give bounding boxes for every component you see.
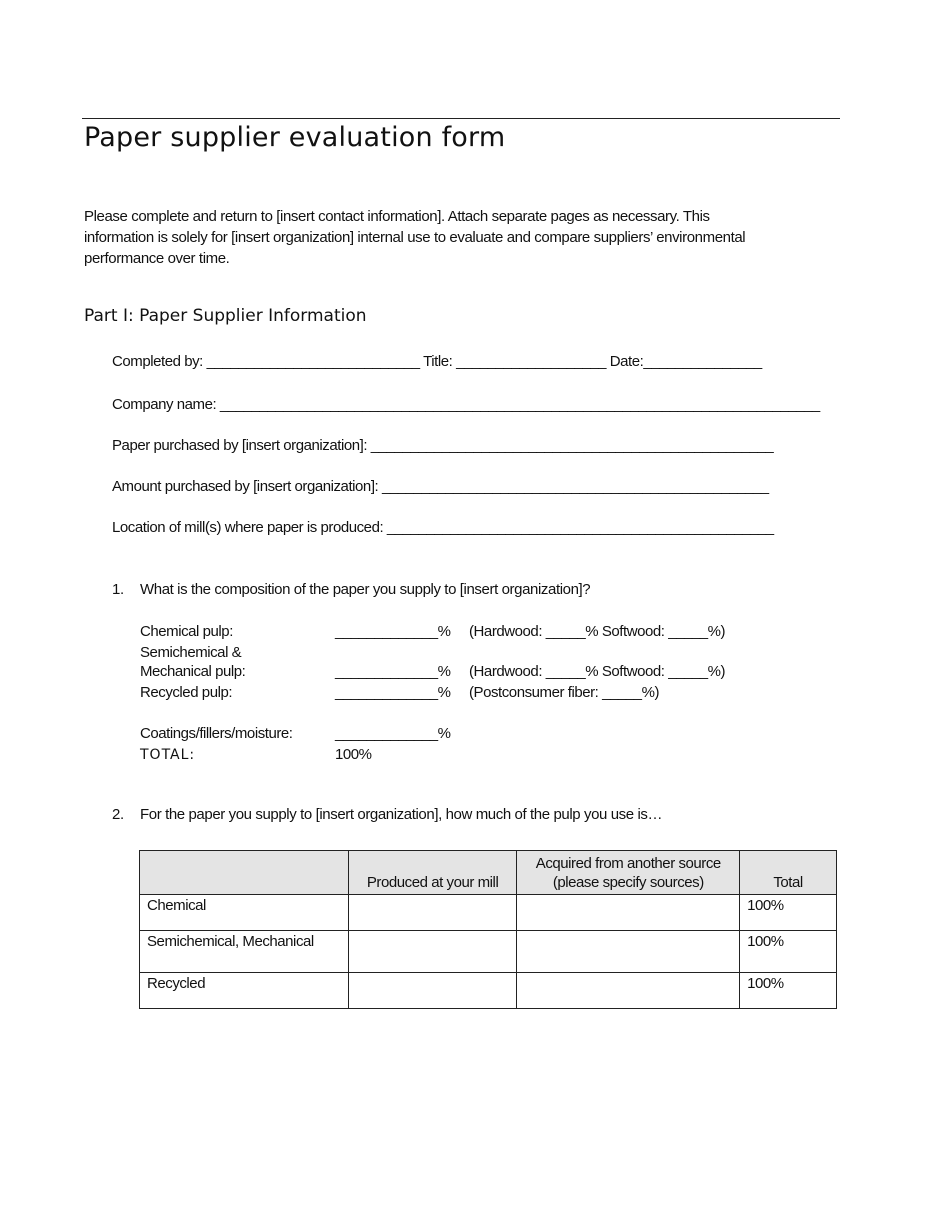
question-2: [112, 806, 662, 823]
row-label: Recycled: [140, 973, 349, 1009]
top-rule: [82, 118, 840, 119]
question-2-text: For the paper you supply to [insert organization], how much of the pulp you use is…: [140, 806, 663, 823]
chemical-pulp-detail[interactable]: (Hardwood: _____% Softwood: _____%): [469, 623, 726, 640]
intro-line-3: performance over time.: [84, 250, 230, 267]
table-header-row: [140, 851, 837, 895]
row-label: Chemical: [140, 895, 349, 931]
acquired-cell[interactable]: [517, 931, 740, 973]
acquired-cell[interactable]: [517, 895, 740, 931]
mechanical-pulp-label: Mechanical pulp:: [140, 663, 246, 680]
table-row: [140, 931, 837, 973]
total-cell: 100%: [740, 931, 837, 973]
question-2-number: 2.: [112, 806, 124, 823]
acquired-cell[interactable]: [517, 973, 740, 1009]
total-value: 100%: [335, 746, 372, 763]
mechanical-pulp-detail[interactable]: (Hardwood: _____% Softwood: _____%): [469, 663, 726, 680]
paper-purchased-field[interactable]: Paper purchased by [insert organization]: ___________________________________________________: [112, 437, 774, 454]
header-acquired-line-2: (please specify sources): [552, 874, 704, 891]
produced-cell[interactable]: [348, 931, 517, 973]
mill-location-field[interactable]: Location of mill(s) where paper is produced: _________________________________________________: [112, 519, 774, 536]
coatings-blank[interactable]: _____________%: [335, 725, 451, 742]
company-name-field[interactable]: Company name: ____________________________________________________________________________: [112, 396, 820, 413]
coatings-label: Coatings/fillers/moisture:: [140, 725, 293, 742]
part1-heading: Part I: Paper Supplier Information: [84, 306, 367, 326]
table-row: [140, 973, 837, 1009]
pulp-source-table: [139, 850, 837, 1009]
chemical-pulp-label: Chemical pulp:: [140, 623, 233, 640]
header-acquired-line-1: Acquired from another source: [535, 855, 721, 872]
header-blank: [140, 851, 349, 895]
total-cell: 100%: [740, 973, 837, 1009]
chemical-pulp-blank[interactable]: _____________%: [335, 623, 451, 640]
recycled-pulp-label: Recycled pulp:: [140, 684, 233, 701]
recycled-pulp-blank[interactable]: _____________%: [335, 684, 451, 701]
intro-paragraph: [84, 206, 834, 269]
total-cell: 100%: [740, 895, 837, 931]
produced-cell[interactable]: [348, 895, 517, 931]
completed-by-field[interactable]: Completed by: ___________________________ Title: ___________________ Date:_______________: [112, 353, 762, 370]
recycled-pulp-detail[interactable]: (Postconsumer fiber: _____%): [469, 684, 659, 701]
header-acquired: [517, 851, 740, 895]
question-1: [112, 581, 590, 598]
question-1-text: What is the composition of the paper you supply to [insert organization]?: [140, 581, 591, 598]
table-row: [140, 895, 837, 931]
semichemical-label: Semichemical &: [140, 644, 242, 661]
header-total: Total: [740, 851, 837, 895]
mechanical-pulp-blank[interactable]: _____________%: [335, 663, 451, 680]
header-produced: Produced at your mill: [348, 851, 517, 895]
document-title: Paper supplier evaluation form: [84, 122, 506, 153]
produced-cell[interactable]: [348, 973, 517, 1009]
amount-purchased-field[interactable]: Amount purchased by [insert organization]: _________________________________________________: [112, 478, 769, 495]
intro-line-1: Please complete and return to [insert contact information]. Attach separate pages as necessary. This: [84, 208, 710, 225]
question-1-number: 1.: [112, 581, 124, 598]
intro-line-2: information is solely for [insert organization] internal use to evaluate and compare suppliers’ environmental: [84, 229, 746, 246]
total-label: TOTAL:: [140, 747, 196, 763]
row-label: Semichemical, Mechanical: [140, 931, 349, 973]
